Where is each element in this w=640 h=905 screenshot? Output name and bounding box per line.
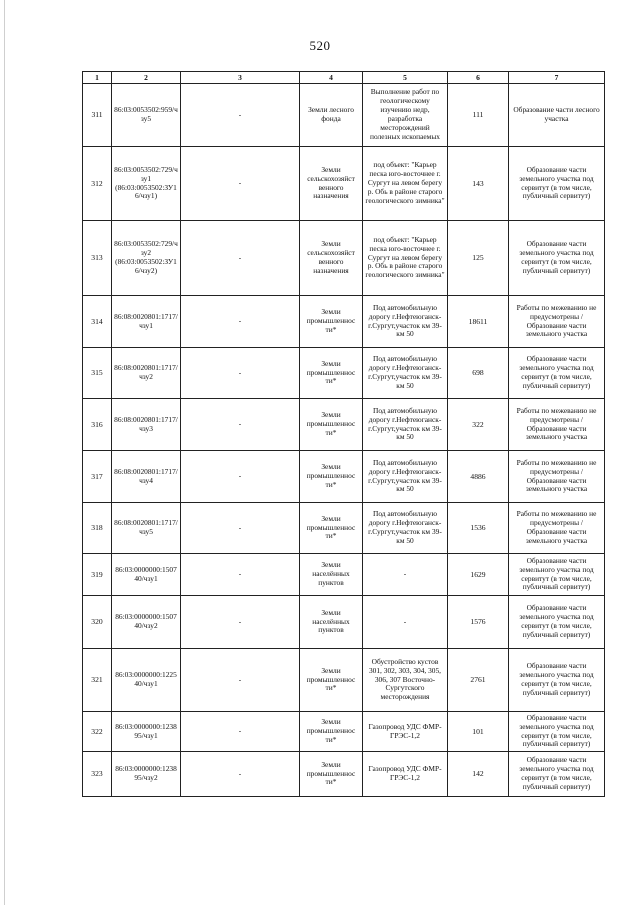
permitted-use-cell: Газопровод УДС ФМР-ГРЭС-1,2 <box>363 752 448 797</box>
table-row <box>83 649 605 712</box>
table-row <box>83 596 605 649</box>
note-cell: Образование части земельного участка под сервитут (в том числе, публичный сервитут) <box>509 712 605 752</box>
permitted-use-cell: Выполнение работ по геологическому изучению недр, разработка месторождений полезных ископаемых <box>363 84 448 147</box>
cadastral-number-cell: 86:03:0000000:1225 40/чзу1 <box>112 649 181 712</box>
land-category-cell: Земли промышленнос ти* <box>300 451 363 503</box>
table-row <box>83 712 605 752</box>
table-row <box>83 554 605 596</box>
area-cell: 143 <box>448 147 509 221</box>
column3-cell: - <box>181 752 300 797</box>
row-number-cell: 311 <box>83 84 112 147</box>
column3-cell: - <box>181 296 300 348</box>
row-number-cell: 323 <box>83 752 112 797</box>
land-plots-table <box>82 71 605 797</box>
column3-cell: - <box>181 84 300 147</box>
permitted-use-cell: Под автомобильную дорогу г.Нефтеюганск-г.Сургут,участок км 39-км 50 <box>363 451 448 503</box>
note-cell: Образование части земельного участка под сервитут (в том числе, публичный сервитут) <box>509 596 605 649</box>
permitted-use-cell: под объект: "Карьер песка юго-восточнее г. Сургут на левом берегу р. Обь в районе старого геологического зимника" <box>363 221 448 296</box>
area-cell: 142 <box>448 752 509 797</box>
area-cell: 101 <box>448 712 509 752</box>
area-cell: 4886 <box>448 451 509 503</box>
area-cell: 698 <box>448 348 509 399</box>
permitted-use-cell: - <box>363 554 448 596</box>
area-cell: 111 <box>448 84 509 147</box>
row-number-cell: 312 <box>83 147 112 221</box>
land-category-cell: Земли промышленнос ти* <box>300 348 363 399</box>
row-number-cell: 321 <box>83 649 112 712</box>
table-row <box>83 503 605 554</box>
table-row <box>83 296 605 348</box>
table-row <box>83 348 605 399</box>
row-number-cell: 318 <box>83 503 112 554</box>
column3-cell: - <box>181 712 300 752</box>
page-number: 520 <box>309 38 331 53</box>
note-cell: Работы по межеванию не предусмотрены / Образование части земельного участка <box>509 399 605 451</box>
land-category-cell: Земли промышленнос ти* <box>300 752 363 797</box>
column-header: 5 <box>363 72 448 84</box>
land-category-cell: Земли населённых пунктов <box>300 596 363 649</box>
permitted-use-cell: Обустройство кустов 301, 302, 303, 304, 305, 306, 307 Восточно-Сургутского месторождения <box>363 649 448 712</box>
column3-cell: - <box>181 649 300 712</box>
row-number-cell: 317 <box>83 451 112 503</box>
note-cell: Работы по межеванию не предусмотрены / Образование части земельного участка <box>509 296 605 348</box>
cadastral-number-cell: 86:08:0020801:1717/ чзу2 <box>112 348 181 399</box>
area-cell: 1536 <box>448 503 509 554</box>
note-cell: Образование части земельного участка под сервитут (в том числе, публичный сервитут) <box>509 554 605 596</box>
cadastral-number-cell: 86:03:0053502:729/ч зу1 (86:03:0053502:ЗУ1 6/чзу1) <box>112 147 181 221</box>
cadastral-number-cell: 86:08:0020801:1717/ чзу1 <box>112 296 181 348</box>
table-row <box>83 399 605 451</box>
cadastral-number-cell: 86:03:0000000:1238 95/чзу2 <box>112 752 181 797</box>
land-category-cell: Земли сельскохозяйст венного назначения <box>300 147 363 221</box>
area-cell: 125 <box>448 221 509 296</box>
cadastral-number-cell: 86:03:0000000:1507 40/чзу2 <box>112 596 181 649</box>
column3-cell: - <box>181 348 300 399</box>
permitted-use-cell: под объект: "Карьер песка юго-восточнее г. Сургут на левом берегу р. Обь в районе старого геологического зимника" <box>363 147 448 221</box>
land-category-cell: Земли промышленнос ти* <box>300 712 363 752</box>
row-number-cell: 314 <box>83 296 112 348</box>
column3-cell: - <box>181 147 300 221</box>
land-category-cell: Земли промышленнос ти* <box>300 296 363 348</box>
note-cell: Образование части земельного участка под сервитут (в том числе, публичный сервитут) <box>509 147 605 221</box>
table-row <box>83 84 605 147</box>
row-number-cell: 320 <box>83 596 112 649</box>
row-number-cell: 313 <box>83 221 112 296</box>
cadastral-number-cell: 86:08:0020801:1717/ чзу4 <box>112 451 181 503</box>
permitted-use-cell: Газопровод УДС ФМР-ГРЭС-1,2 <box>363 712 448 752</box>
area-cell: 322 <box>448 399 509 451</box>
note-cell: Образование части земельного участка под сервитут (в том числе, публичный сервитут) <box>509 348 605 399</box>
land-category-cell: Земли промышленнос ти* <box>300 399 363 451</box>
land-category-cell: Земли промышленнос ти* <box>300 649 363 712</box>
row-number-cell: 322 <box>83 712 112 752</box>
table-row <box>83 147 605 221</box>
note-cell: Образование части земельного участка под сервитут (в том числе, публичный сервитут) <box>509 649 605 712</box>
land-category-cell: Земли сельскохозяйст венного назначения <box>300 221 363 296</box>
row-number-cell: 316 <box>83 399 112 451</box>
land-category-cell: Земли промышленнос ти* <box>300 503 363 554</box>
permitted-use-cell: Под автомобильную дорогу г.Нефтеюганск-г.Сургут,участок км 39-км 50 <box>363 399 448 451</box>
cadastral-number-cell: 86:08:0020801:1717/ чзу5 <box>112 503 181 554</box>
cadastral-number-cell: 86:08:0020801:1717/ чзу3 <box>112 399 181 451</box>
cadastral-number-cell: 86:03:0053502:729/ч зу2 (86:03:0053502:ЗУ1 6/чзу2) <box>112 221 181 296</box>
column-header: 4 <box>300 72 363 84</box>
cadastral-number-cell: 86:03:0053502:959/ч зу5 <box>112 84 181 147</box>
column3-cell: - <box>181 221 300 296</box>
cadastral-number-cell: 86:03:0000000:1507 40/чзу1 <box>112 554 181 596</box>
column-header: 7 <box>509 72 605 84</box>
cadastral-number-cell: 86:03:0000000:1238 95/чзу1 <box>112 712 181 752</box>
note-cell: Образование части земельного участка под сервитут (в том числе, публичный сервитут) <box>509 221 605 296</box>
column-header: 2 <box>112 72 181 84</box>
area-cell: 1629 <box>448 554 509 596</box>
note-cell: Работы по межеванию не предусмотрены / Образование части земельного участка <box>509 451 605 503</box>
area-cell: 1576 <box>448 596 509 649</box>
table-row <box>83 451 605 503</box>
area-cell: 2761 <box>448 649 509 712</box>
row-number-cell: 315 <box>83 348 112 399</box>
permitted-use-cell: Под автомобильную дорогу г.Нефтеюганск-г.Сургут,участок км 39-км 50 <box>363 296 448 348</box>
column3-cell: - <box>181 503 300 554</box>
note-cell: Образование части лесного участка <box>509 84 605 147</box>
note-cell: Образование части земельного участка под сервитут (в том числе, публичный сервитут) <box>509 752 605 797</box>
permitted-use-cell: - <box>363 596 448 649</box>
column-header: 3 <box>181 72 300 84</box>
column3-cell: - <box>181 451 300 503</box>
scan-edge <box>4 0 5 905</box>
table-header-row <box>83 72 605 84</box>
note-cell: Работы по межеванию не предусмотрены / Образование части земельного участка <box>509 503 605 554</box>
land-category-cell: Земли населённых пунктов <box>300 554 363 596</box>
column-header: 6 <box>448 72 509 84</box>
table-row <box>83 752 605 797</box>
permitted-use-cell: Под автомобильную дорогу г.Нефтеюганск-г.Сургут,участок км 39-км 50 <box>363 503 448 554</box>
permitted-use-cell: Под автомобильную дорогу г.Нефтеюганск-г.Сургут,участок км 39-км 50 <box>363 348 448 399</box>
column3-cell: - <box>181 399 300 451</box>
column-header: 1 <box>83 72 112 84</box>
table-row <box>83 221 605 296</box>
area-cell: 18611 <box>448 296 509 348</box>
column3-cell: - <box>181 596 300 649</box>
land-category-cell: Земли лесного фонда <box>300 84 363 147</box>
column3-cell: - <box>181 554 300 596</box>
row-number-cell: 319 <box>83 554 112 596</box>
